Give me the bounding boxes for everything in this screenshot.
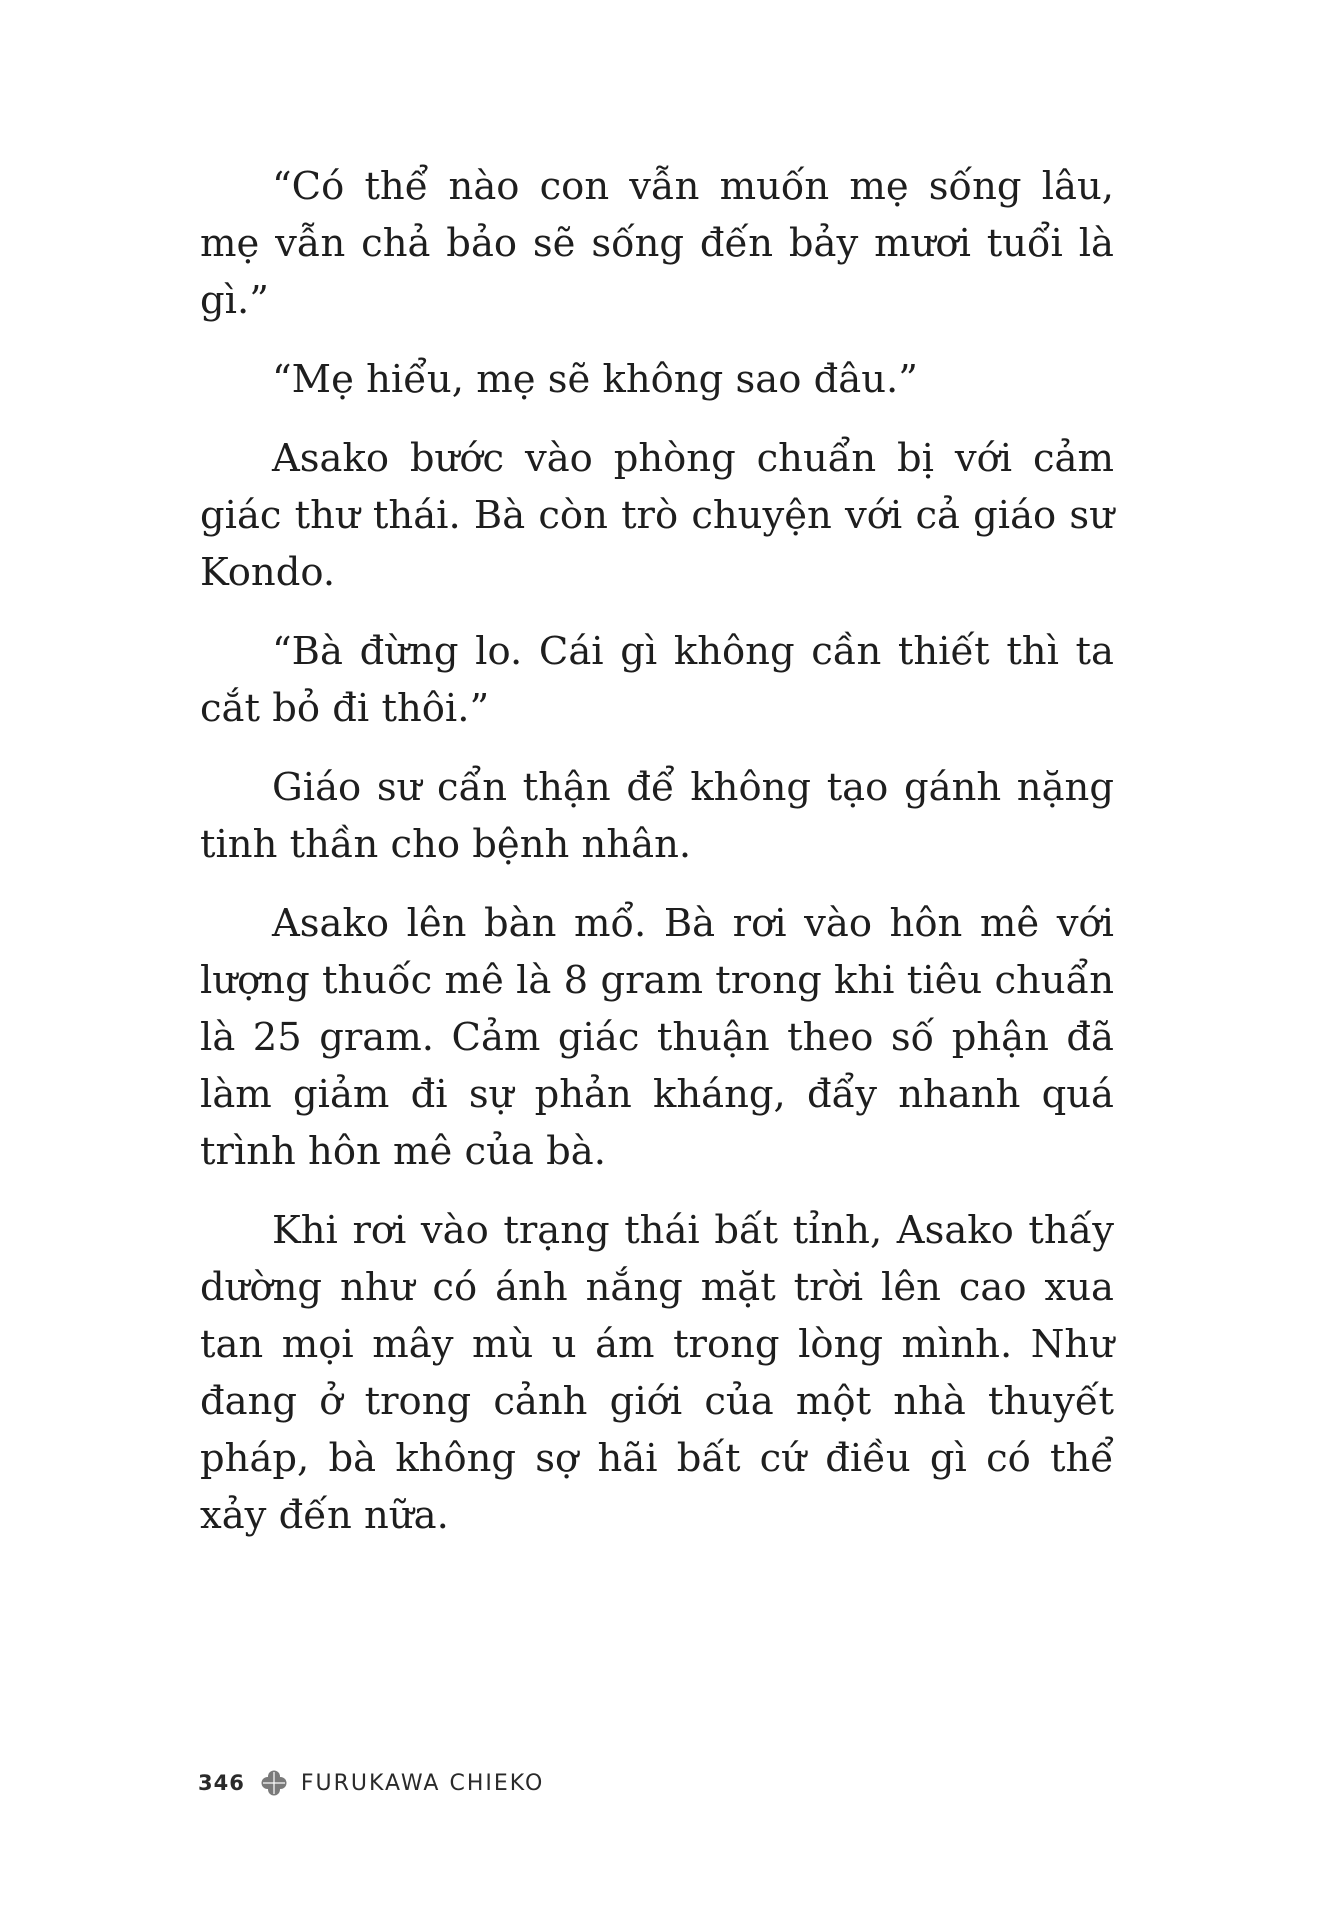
paragraph-3: Asako bước vào phòng chuẩn bị với cảm giác thư thái. Bà còn trò chuyện với cả giáo sư Kondo.	[200, 436, 1114, 595]
paragraph-4: “Bà đừng lo. Cái gì không cần thiết thì ta cắt bỏ đi thôi.”	[200, 629, 1114, 731]
paragraph-2: “Mẹ hiểu, mẹ sẽ không sao đâu.”	[272, 357, 918, 402]
paragraph-6: Asako lên bàn mổ. Bà rơi vào hôn mê với lượng thuốc mê là 8 gram trong khi tiêu chuẩn là 25 gram. Cảm giác thuận theo số phận đã làm giảm đi sự phản kháng, đẩy nhanh quá trình hôn mê của bà.	[200, 901, 1114, 1174]
paragraph-5: Giáo sư cẩn thận để không tạo gánh nặng tinh thần cho bệnh nhân.	[200, 765, 1114, 867]
page-number: 346	[198, 1771, 245, 1795]
author-name: FURUKAWA CHIEKO	[300, 1770, 545, 1796]
body-text	[200, 158, 1114, 1544]
page-footer	[198, 1763, 544, 1803]
paragraph-1: “Có thể nào con vẫn muốn mẹ sống lâu, mẹ vẫn chả bảo sẽ sống đến bảy mươi tuổi là gì.”	[200, 164, 1114, 323]
paragraph-7: Khi rơi vào trạng thái bất tỉnh, Asako thấy dường như có ánh nắng mặt trời lên cao xua tan mọi mây mù u ám trong lòng mình. Như đang ở trong cảnh giới của một nhà thuyết pháp, bà không sợ hãi bất cứ điều gì có thể xảy đến nữa.	[200, 1208, 1114, 1538]
clover-icon	[259, 1768, 289, 1798]
